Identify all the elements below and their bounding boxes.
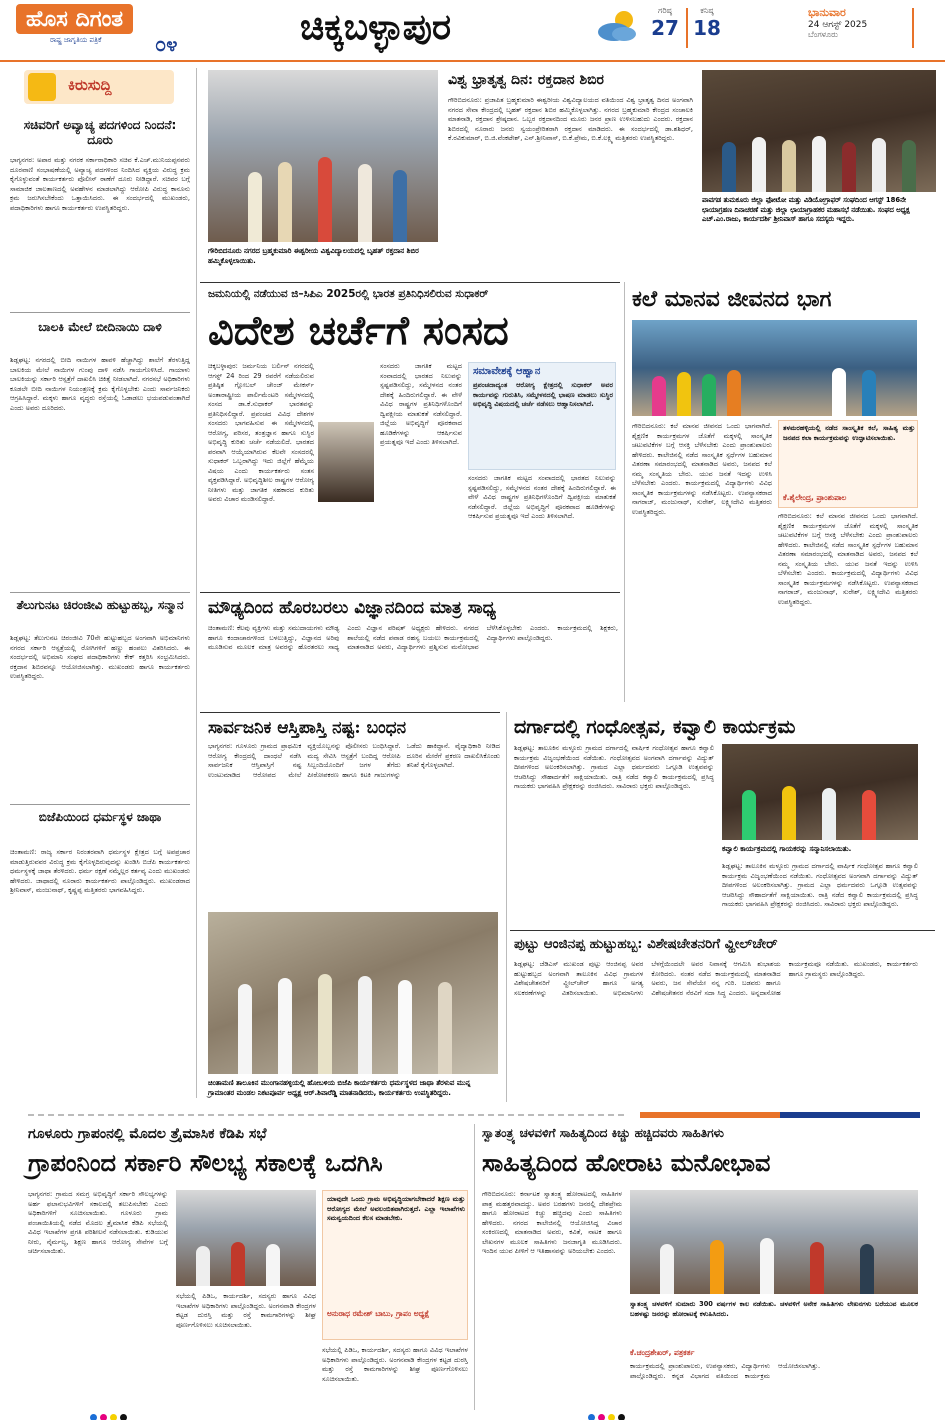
weather-icon	[594, 6, 642, 46]
photo-mp-portrait	[318, 422, 374, 502]
column-rule	[196, 68, 197, 1098]
column-rule	[624, 282, 625, 702]
quote-author: ಕೆ.ಶೈಲೇಂದ್ರ, ಪ್ರಾಂಶುಪಾಲ	[783, 493, 847, 502]
quote-text: ತಳಮರಹಳ್ಳಿಯಲ್ಲಿ ನಡೆದ ಸಾಂಸ್ಕೃತಿಕ ಕಲೆ, ಸಾಹಿತ್ಯ ಮತ್ತು ಜನಪದ ಕಲಾ ಕಾರ್ಯಕ್ರಮವನ್ನು ಉದ್ಘಾಟಿಸಲಾಯಿತು.	[783, 424, 915, 442]
story-body: ಚಿಕ್ಕಬಳ್ಳಾಪುರ: ಜರ್ಮನಿಯ ಬರ್ಲಿನ್ ನಗರದಲ್ಲಿ ಆಗಸ್ಟ್ 24 ರಿಂದ 29 ರವರೆಗೆ ನಡೆಯಲಿರುವ ಪ್ರತಿಷ್ಠಿತ ಗ್ಲೋಬಲ್ ಚೇಂಜ್ ಮೇಕರ್ಸ್ ಅಂತಾರಾಷ್ಟ್ರೀಯ ಪಾರ್ಲಿಮೆಂಟರಿ ಸಮ್ಮೇಳನದಲ್ಲಿ ಸಂಸದ ಡಾ.ಕೆ.ಸುಧಾಕರ್ ಭಾರತವನ್ನು ಪ್ರತಿನಿಧಿಸಲಿದ್ದಾರೆ. ಪ್ರಪಂಚದ ವಿವಿಧ ದೇಶಗಳ ಸಂಸದರು ಭಾಗವಹಿಸುವ ಈ ಸಮ್ಮೇಳನದಲ್ಲಿ ಆರೋಗ್ಯ, ಪರಿಸರ, ತಂತ್ರಜ್ಞಾನ ಹಾಗೂ ಸುಸ್ಥಿರ ಅಭಿವೃದ್ಧಿ ಕುರಿತು ಚರ್ಚೆ ನಡೆಯಲಿದೆ. ಭಾರತದ ಪರವಾಗಿ ಆಯ್ಕೆಯಾಗಿರುವ ಕೆಲವೇ ಸಂಸದರಲ್ಲಿ ಸುಧಾಕರ್ ಒಬ್ಬರಾಗಿದ್ದು ಇದು ಜಿಲ್ಲೆಗೆ ಹೆಮ್ಮೆಯ ವಿಷಯ ಎಂದು ಕಾರ್ಯಕರ್ತರು ಸಂತಸ ವ್ಯಕ್ತಪಡಿಸಿದ್ದಾರೆ. ಅಭಿವೃದ್ಧಿಶೀಲ ರಾಷ್ಟ್ರಗಳ ಆರೋಗ್ಯ ನೀತಿಗಳು ಮತ್ತು ಜಾಗತಿಕ ಸಹಕಾರದ ಕುರಿತು ಅವರು ವಿಚಾರ ಮಂಡಿಸಲಿದ್ದಾರೆ.	[208, 362, 314, 503]
brief-section-header	[24, 70, 174, 104]
side-box	[468, 362, 616, 470]
quote-author: ಅನುರಾಧ ರಮೇಶ್ ಬಾಬು, ಗ್ರಾಪಂ ಅಧ್ಯಕ್ಷೆ	[327, 1309, 430, 1318]
divider	[10, 312, 190, 313]
main-headline: ವಿದೇಶ ಚರ್ಚೆಗೆ ಸಂಸದ	[208, 307, 509, 354]
side-box-title: ಸಮಾವೇಶಕ್ಕೆ ಆಹ್ವಾನ	[473, 366, 541, 377]
brief-body: ಶಿಡ್ಲಘಟ್ಟ: ತೆಲುಗುನಟ ಚಿರಂಜೀವಿ 70ನೇ ಹುಟ್ಟುಹಬ್ಬದ ಅಂಗವಾಗಿ ಅಭಿಮಾನಿಗಳು ನಗರದ ಸರ್ಕಾರಿ ಆಸ್ಪತ್ರೆಯಲ್ಲಿ ರೋಗಿಗಳಿಗೆ ಹಣ್ಣು ಹಂಪಲು ವಿತರಿಸಿದರು. ಈ ಸಂದರ್ಭದಲ್ಲಿ ಅಭಿಮಾನಿ ಸಂಘದ ಪದಾಧಿಕಾರಿಗಳು ಕೇಕ್ ಕತ್ತರಿಸಿ ಸಂಭ್ರಮಿಸಿದರು. ರಕ್ತದಾನ ಶಿಬಿರವನ್ನೂ ಆಯೋಜಿಸಲಾಗಿತ್ತು. ಮುಖಂಡರು ಹಾಗೂ ಕಾರ್ಯಕರ್ತರು ಉಪಸ್ಥಿತರಿದ್ದರು.	[10, 634, 190, 680]
story-body: ಶಿಡ್ಲಘಟ್ಟ: ಜೆಡಿಎಸ್ ಮುಖಂಡ ಪುಟ್ಟು ಆಂಜಿನಪ್ಪ ಅವರ ಹುಟ್ಟುಹಬ್ಬದ ಅಂಗವಾಗಿ ತಾಲೂಕಿನ ವಿವಿಧ ಗ್ರಾಮಗಳ ವಿಶೇಷಚೇತನರಿಗೆ ವ್ಹೀಲ್‌ಚೇರ್ ಹಾಗೂ ಅಗತ್ಯ ಸಲಕರಣೆಗಳನ್ನು ವಿತರಿಸಲಾಯಿತು. ಅಭಿಮಾನಿಗಳು ಬೆಳಗ್ಗೆಯಿಂದಲೇ ಅವರ ನಿವಾಸಕ್ಕೆ ಆಗಮಿಸಿ ಶುಭಾಶಯ ಕೋರಿದರು. ನಂತರ ನಡೆದ ಕಾರ್ಯಕ್ರಮದಲ್ಲಿ ಮಾತನಾಡಿದ ಅವರು, ಜನ ಸೇವೆಯೇ ನನ್ನ ಗುರಿ. ಬಡವರು ಹಾಗೂ ವಿಶೇಷಚೇತನರ ನೆರವಿಗೆ ಸದಾ ಸಿದ್ಧ ಎಂದರು. ಅನ್ನದಾಸೋಹ ಕಾರ್ಯಕ್ರಮವೂ ನಡೆಯಿತು. ಮುಖಂಡರು, ಕಾರ್ಯಕರ್ತರು ಹಾಗೂ ಗ್ರಾಮಸ್ಥರು ಪಾಲ್ಗೊಂಡಿದ್ದರು.	[514, 960, 918, 997]
story-body: ಭಾಗ್ಯನಗರ: ಗ್ರಾಮದ ಸಮಗ್ರ ಅಭಿವೃದ್ಧಿಗೆ ಸರ್ಕಾರಿ ಸೌಲಭ್ಯಗಳನ್ನು ಅರ್ಹ ಫಲಾನುಭವಿಗಳಿಗೆ ಸಕಾಲದಲ್ಲಿ ತಲುಪಿಸಬೇಕು ಎಂದು ಅಧಿಕಾರಿಗಳಿಗೆ ಸೂಚಿಸಲಾಯಿತು. ಗೂಳೂರು ಗ್ರಾಮ ಪಂಚಾಯಿತಿಯಲ್ಲಿ ನಡೆದ ಮೊದಲ ತ್ರೈಮಾಸಿಕ ಕೆಡಿಪಿ ಸಭೆಯಲ್ಲಿ ವಿವಿಧ ಇಲಾಖೆಗಳ ಪ್ರಗತಿ ಪರಿಶೀಲನೆ ನಡೆಸಲಾಯಿತು. ಕುಡಿಯುವ ನೀರು, ನೈರ್ಮಲ್ಯ, ಶಿಕ್ಷಣ ಹಾಗೂ ಆರೋಗ್ಯ ಸೇವೆಗಳ ಬಗ್ಗೆ ಚರ್ಚಿಸಲಾಯಿತು.	[28, 1190, 168, 1255]
divider	[510, 930, 935, 931]
story-body: ಗೌರಿಬಿದನೂರು: ಕರ್ನಾಟಕ ಸ್ವಾತಂತ್ರ್ಯ ಹೋರಾಟದಲ್ಲಿ ಸಾಹಿತಿಗಳ ಪಾತ್ರ ಮಹತ್ತರವಾದದ್ದು. ಅವರ ಬರಹಗಳು ಜನರಲ್ಲಿ ದೇಶಪ್ರೇಮ ಹಾಗೂ ಹೋರಾಟದ ಕಿಚ್ಚು ಹಚ್ಚಿದವು ಎಂದು ಸಾಹಿತಿಗಳು ಹೇಳಿದರು. ನಗರದ ಕಾಲೇಜಿನಲ್ಲಿ ಆಯೋಜಿಸಿದ್ದ ವಿಚಾರ ಸಂಕಿರಣದಲ್ಲಿ ಮಾತನಾಡಿದ ಅವರು, ಕವಿತೆ, ನಾಟಕ ಹಾಗೂ ಲೇಖನಗಳ ಮೂಲಕ ಸಾಹಿತಿಗಳು ಜನಜಾಗೃತಿ ಮೂಡಿಸಿದರು. ಇಂದಿನ ಯುವ ಪೀಳಿಗೆ ಆ ಇತಿಹಾಸವನ್ನು ಅರಿಯಬೇಕು ಎಂದರು.	[482, 1190, 622, 1255]
story-kicker: ಸ್ವಾತಂತ್ರ್ಯ ಚಳವಳಿಗೆ ಸಾಹಿತ್ಯದಿಂದ ಕಿಚ್ಚು ಹಚ್ಚಿದವರು ಸಾಹಿತಿಗಳು	[482, 1126, 724, 1140]
print-registration-marks	[90, 1406, 130, 1420]
brief-body: ಭಾಗ್ಯನಗರ: ಅಪಾರ ಮತ್ತು ನಗರಕ ಸರ್ಕಾರಾಧಿಕಾರಿ ಸಚಿವ ಕೆ.ಎಚ್.ಮುನಿಯಪ್ಪನವರು ದೂರವಾಣಿ ಸಂಭಾಷಣೆಯಲ್ಲಿ ಅವ್ಯಾಚ್ಯ ಪದಗಳಿಂದ ನಿಂದಿಸಿದ ವ್ಯಕ್ತಿಯ ವಿರುದ್ಧ ಕ್ರಮ ಕೈಗೊಳ್ಳುವಂತೆ ಕಾರ್ಯಕರ್ತರು ಪೊಲೀಸ್ ಠಾಣೆಗೆ ದೂರು ನೀಡಿದ್ದಾರೆ. ಸಚಿವರ ಬಗ್ಗೆ ಸಾಮಾಜಿಕ ಜಾಲತಾಣದಲ್ಲಿ ಅವಹೇಳನ ಮಾಡಲಾಗಿದ್ದು ಆರೋಪಿ ವಿರುದ್ಧ ಕಾನೂನು ಕ್ರಮ ಜರುಗಿಸಬೇಕೆಂದು ಒತ್ತಾಯಿಸಿದರು. ಈ ಸಂದರ್ಭದಲ್ಲಿ ಮುಖಂಡರು, ಪದಾಧಿಕಾರಿಗಳು ಹಾಗೂ ಕಾರ್ಯಕರ್ತರು ಉಪಸ್ಥಿತರಿದ್ದರು.	[10, 156, 190, 212]
story-headline: ಮೌಢ್ಯದಿಂದ ಹೊರಬರಲು ವಿಜ್ಞಾನದಿಂದ ಮಾತ್ರ ಸಾಧ್ಯ	[208, 598, 497, 618]
story-body: ಗೌರಿಬಿದನೂರು: ಪ್ರಜಾಪಿತ ಬ್ರಹ್ಮಕುಮಾರಿ ಈಶ್ವರೀಯ ವಿಶ್ವವಿದ್ಯಾಲಯದ ವತಿಯಿಂದ ವಿಶ್ವ ಭ್ರಾತೃತ್ವ ದಿನದ ಅಂಗವಾಗಿ ನಗರದ ಸೇವಾ ಕೇಂದ್ರದಲ್ಲಿ ಬೃಹತ್ ರಕ್ತದಾನ ಶಿಬಿರ ಹಮ್ಮಿಕೊಳ್ಳಲಾಗಿತ್ತು. ನಗರದ ಬ್ರಹ್ಮಕುಮಾರಿ ಕೇಂದ್ರದ ಸಂಚಾಲಕಿ ಮಾತನಾಡಿ, ರಕ್ತದಾನ ಶ್ರೇಷ್ಠದಾನ. ಒಬ್ಬರ ರಕ್ತದಾನದಿಂದ ಮೂರು ಜನರ ಪ್ರಾಣ ಉಳಿಸಬಹುದು ಎಂದರು. ರಕ್ತದಾನ ಶಿಬಿರದಲ್ಲಿ ನೂರಾರು ಜನರು ಸ್ವಯಂಪ್ರೇರಿತರಾಗಿ ರಕ್ತದಾನ ಮಾಡಿದರು. ಈ ಸಂದರ್ಭದಲ್ಲಿ ಡಾ.ಶಶಿಧರ್, ಕೆ.ರವಿಕುಮಾರ್, ಬಿ.ಜಿ.ವೆಂಕಟೇಶ್, ಎನ್.ಶ್ರೀನಿವಾಸ್, ಬಿ.ಕೆ.ಪ್ರೇಮ, ಬಿ.ಕೆ.ಲಕ್ಷ್ಮಿ ಮತ್ತಿತರರು ಉಪಸ್ಥಿತರಿದ್ದರು.	[448, 96, 693, 142]
story-body: ಸಂಸದರು ಜಾಗತಿಕ ಮಟ್ಟದ ಸಂವಾದದಲ್ಲಿ ಭಾರತದ ನಿಲುವನ್ನು ಸ್ಪಷ್ಟಪಡಿಸಲಿದ್ದು, ಸಮ್ಮೇಳನದ ನಂತರ ದೇಶಕ್ಕೆ ಹಿಂದಿರುಗಲಿದ್ದಾರೆ. ಈ ವೇಳೆ ವಿವಿಧ ರಾಷ್ಟ್ರಗಳ ಪ್ರತಿನಿಧಿಗಳೊಂದಿಗೆ ದ್ವಿಪಕ್ಷೀಯ ಮಾತುಕತೆ ನಡೆಸಲಿದ್ದಾರೆ. ಜಿಲ್ಲೆಯ ಅಭಿವೃದ್ಧಿಗೆ ಪೂರಕವಾದ ಹೂಡಿಕೆಗಳನ್ನು ಆಕರ್ಷಿಸುವ ಪ್ರಯತ್ನವೂ ಇದೆ ಎಂದು ತಿಳಿಸಲಾಗಿದೆ.	[468, 474, 616, 520]
brief-title: ಬಾಲಕಿ ಮೇಲೆ ಬೀದಿನಾಯಿ ದಾಳಿ	[38, 320, 162, 334]
quote-box	[778, 420, 918, 508]
logo-tagline: ರಾಷ್ಟ್ರ ಜಾಗೃತಿಯ ಪತ್ರಿಕೆ	[50, 36, 102, 44]
brief-body: ಶಿಡ್ಲಘಟ್ಟ: ನಗರದಲ್ಲಿ ಬೀದಿ ನಾಯಿಗಳ ಹಾವಳಿ ಹೆಚ್ಚಾಗಿದ್ದು ಶಾಲೆಗೆ ತೆರಳುತ್ತಿದ್ದ ಬಾಲಕಿಯ ಮೇಲೆ ನಾಯಿಗಳ ಗುಂಪು ದಾಳಿ ನಡೆಸಿ ಗಾಯಗೊಳಿಸಿದೆ. ಗಾಯಾಳು ಬಾಲಕಿಯನ್ನು ಸರ್ಕಾರಿ ಆಸ್ಪತ್ರೆಗೆ ದಾಖಲಿಸಿ ಚಿಕಿತ್ಸೆ ನೀಡಲಾಗಿದೆ. ನಗರಸಭೆ ಅಧಿಕಾರಿಗಳು ಕೂಡಲೇ ಬೀದಿ ನಾಯಿಗಳ ನಿಯಂತ್ರಣಕ್ಕೆ ಕ್ರಮ ಕೈಗೊಳ್ಳಬೇಕು ಎಂದು ಸಾರ್ವಜನಿಕರು ಆಗ್ರಹಿಸಿದ್ದಾರೆ. ಮಕ್ಕಳು ಹಾಗೂ ವೃದ್ಧರು ರಸ್ತೆಯಲ್ಲಿ ಓಡಾಡಲು ಭಯಪಡುವಂತಾಗಿದೆ ಎಂದು ಅವರು ದೂರಿದರು.	[10, 356, 190, 412]
brief-title: ಬಿಜೆಪಿಯಿಂದ ಧರ್ಮಸ್ಥಳ ಜಾಥಾ	[38, 810, 162, 824]
divider	[10, 804, 190, 805]
photo-qawwali	[722, 744, 918, 840]
story-headline: ವಿಶ್ವ ಭ್ರಾತೃತ್ವ ದಿನ: ರಕ್ತದಾನ ಶಿಬಿರ	[448, 72, 604, 88]
photo-blood-donation	[208, 70, 438, 242]
photo-bjp-rally	[208, 912, 498, 1074]
photo-caption: ಪಾವಗಡ ತುಮಕೂರು ಜಿಲ್ಲಾ ಫೋಟೋ ಮತ್ತು ವಿಡಿಯೋಗ್ರಾಫರ್ ಸಂಘದಿಂದ ಆಗಸ್ಟ್ 186ನೇ ಛಾಯಾಗ್ರಹಣ ದಿನಾಚರಣೆ ಮತ್ತು ಜಿಲ್ಲಾ ಛಾಯಾಗ್ರಾಹಕರ ಮಹಾಸಭೆ ನಡೆಯಿತು. ಸಂಘದ ಅಧ್ಯಕ್ಷ ಎಚ್.ಎಂ.ರಾಜು, ಕಾರ್ಯದರ್ಶಿ ಶ್ರೀನಿವಾಸ್ ಹಾಗೂ ಸದಸ್ಯರು ಇದ್ದರು.	[702, 196, 910, 224]
photo-culture-event	[632, 320, 917, 416]
photo-caption: ಗೌರಿಬಿದನೂರು ನಗರದ ಬ್ರಹ್ಮಕುಮಾರಿ ಈಶ್ವರೀಯ ವಿಶ್ವವಿದ್ಯಾಲಯದಲ್ಲಿ ಬೃಹತ್ ರಕ್ತದಾನ ಶಿಬಿರ ಹಮ್ಮಿಕೊಳ್ಳಲಾಯಿತು.	[208, 247, 419, 265]
story-headline: ಸಾರ್ವಜನಿಕ ಆಸ್ತಿಪಾಸ್ತಿ ನಷ್ಟ: ಬಂಧನ	[208, 718, 407, 738]
column-rule	[506, 712, 507, 1102]
district-title: ಚಿಕ್ಕಬಳ್ಳಾಪುರ	[300, 6, 452, 48]
newspaper-logo: ಹೊಸ ದಿಗಂತ	[16, 4, 133, 34]
page-number: ೦೪	[155, 32, 178, 56]
story-body: ಕಾರ್ಯಕ್ರಮದಲ್ಲಿ ಪ್ರಾಂಶುಪಾಲರು, ಉಪನ್ಯಾಸಕರು, ವಿದ್ಯಾರ್ಥಿಗಳು ಪಾಲ್ಗೊಂಡಿದ್ದರು. ಕನ್ನಡ ವಿಭಾಗದ ವತಿಯಿಂದ ಕಾರ್ಯಕ್ರಮ ಆಯೋಜಿಸಲಾಗಿತ್ತು.	[630, 1362, 821, 1380]
date-block: ಭಾನುವಾರ 24 ಆಗಸ್ಟ್ 2025 ಬೆಂಗಳೂರು	[808, 6, 868, 39]
story-headline: ಪುಟ್ಟು ಆಂಜಿನಪ್ಪ ಹುಟ್ಟುಹಬ್ಬ: ವಿಶೇಷಚೇತನರಿಗೆ ವ್ಹೀಲ್‌ಚೇರ್	[514, 936, 778, 952]
photo-kdp-meeting	[176, 1190, 316, 1286]
story-body: ಗೌರಿಬಿದನೂರು: ಕಲೆ ಮಾನವ ಜೀವನದ ಒಂದು ಭಾಗವಾಗಿದೆ. ಶೈಕ್ಷಣಿಕ ಕಾರ್ಯಕ್ರಮಗಳ ಜೊತೆಗೆ ಮಕ್ಕಳಲ್ಲಿ ಸಾಂಸ್ಕೃತಿಕ ಚಟುವಟಿಕೆಗಳ ಬಗ್ಗೆ ಆಸಕ್ತಿ ಬೆಳೆಸಬೇಕು ಎಂದು ಪ್ರಾಂಶುಪಾಲರು ಹೇಳಿದರು. ಕಾಲೇಜಿನಲ್ಲಿ ನಡೆದ ಸಾಂಸ್ಕೃತಿಕ ಸ್ಪರ್ಧೆಗಳ ಬಹುಮಾನ ವಿತರಣಾ ಸಮಾರಂಭದಲ್ಲಿ ಮಾತನಾಡಿದ ಅವರು, ಜನಪದ ಕಲೆ ನಮ್ಮ ಸಂಸ್ಕೃತಿಯ ಬೇರು. ಯುವ ಜನತೆ ಇದನ್ನು ಉಳಿಸಿ ಬೆಳೆಸಬೇಕು ಎಂದರು. ಕಾರ್ಯಕ್ರಮದಲ್ಲಿ ವಿದ್ಯಾರ್ಥಿಗಳು ವಿವಿಧ ಸಾಂಸ್ಕೃತಿಕ ಕಾರ್ಯಕ್ರಮಗಳನ್ನು ನಡೆಸಿಕೊಟ್ಟರು. ಉಪನ್ಯಾಸಕರಾದ ನಾಗರಾಜ್, ಮಂಜುನಾಥ್, ಸುರೇಶ್, ಲಕ್ಷ್ಮೀದೇವಿ ಮತ್ತಿತರರು ಉಪಸ್ಥಿತರಿದ್ದರು.	[778, 512, 918, 606]
story-headline: ಕಲೆ ಮಾನವ ಜೀವನದ ಭಾಗ	[632, 286, 832, 312]
story-body: ಚಿಂತಾಮಣಿ: ಕೆಲವು ವ್ಯಕ್ತಿಗಳು ಮತ್ತು ಸಮುದಾಯಗಳು ಮೌಢ್ಯ ಹಾಗೂ ಕಂದಾಚಾರಗಳಿಂದ ಬಳಲುತ್ತಿದ್ದು, ವಿಜ್ಞಾನದ ಅರಿವು ಮೂಡಿಸುವ ಮೂಲಕ ಮಾತ್ರ ಅವರನ್ನು ಹೊರತರಲು ಸಾಧ್ಯ ಎಂದು ವಿಜ್ಞಾನ ಪರಿಷತ್ ಅಧ್ಯಕ್ಷರು ಹೇಳಿದರು. ನಗರದ ಶಾಲೆಯಲ್ಲಿ ನಡೆದ ಪವಾಡ ರಹಸ್ಯ ಬಯಲು ಕಾರ್ಯಕ್ರಮದಲ್ಲಿ ಮಾತನಾಡಿದ ಅವರು, ವಿದ್ಯಾರ್ಥಿಗಳು ಪ್ರಶ್ನಿಸುವ ಮನೋಭಾವ ಬೆಳೆಸಿಕೊಳ್ಳಬೇಕು ಎಂದರು. ಕಾರ್ಯಕ್ರಮದಲ್ಲಿ ಶಿಕ್ಷಕರು, ವಿದ್ಯಾರ್ಥಿಗಳು ಪಾಲ್ಗೊಂಡಿದ್ದರು.	[208, 624, 618, 651]
photo-caption: ಚಿಂತಾಮಣಿ ತಾಲೂಕಿನ ಮುಂಗಾನಹಳ್ಳಿಯಲ್ಲಿ ಹೋಬಳಿಯ ಬಿಜೆಪಿ ಕಾರ್ಯಕರ್ತರು ಧರ್ಮಸ್ಥಳದ ಜಾಥಾ ತೆರಳುವ ಮುನ್ನ ಗ್ರಾಮಾಂತರ ಮಂಡಲ ನಿಕಟಪೂರ್ವ ಅಧ್ಯಕ್ಷ ಆರ್.ಶಿವಾರೆಡ್ಡಿ ಮಾತನಾಡಿದರು, ಕಾರ್ಯಕರ್ತರು ಉಪಸ್ಥಿತರಿದ್ದರು.	[208, 1079, 471, 1097]
brief-title: ಸಚಿವರಿಗೆ ಅವ್ಯಾಚ್ಯ ಪದಗಳಿಂದ ನಿಂದನೆ: ದೂರು	[23, 118, 177, 147]
divider	[686, 8, 688, 48]
column-rule	[474, 1124, 475, 1410]
story-kicker: ಗೂಳೂರು ಗ್ರಾಪಂನಲ್ಲಿ ಮೊದಲ ತ್ರೈಮಾಸಿಕ ಕೆಡಿಪಿ ಸಭೆ	[28, 1126, 267, 1142]
divider	[200, 282, 620, 283]
story-body: ಶಿಡ್ಲಘಟ್ಟ: ತಾಲೂಕಿನ ಮಳ್ಳೂರು ಗ್ರಾಮದ ದರ್ಗಾದಲ್ಲಿ ವಾರ್ಷಿಕ ಗಂಧೋತ್ಸವ ಹಾಗೂ ಕವ್ವಾಲಿ ಕಾರ್ಯಕ್ರಮ ವಿಜೃಂಭಣೆಯಿಂದ ನಡೆಯಿತು. ಗಂಧೋತ್ಸವದ ಅಂಗವಾಗಿ ದರ್ಗಾವನ್ನು ವಿದ್ಯುತ್ ದೀಪಗಳಿಂದ ಅಲಂಕರಿಸಲಾಗಿತ್ತು. ಗ್ರಾಮದ ಎಲ್ಲಾ ಧರ್ಮದವರು ಒಗ್ಗೂಡಿ ಉತ್ಸವವನ್ನು ಆಚರಿಸಿದ್ದು ಸೌಹಾರ್ದತೆಗೆ ಸಾಕ್ಷಿಯಾಯಿತು. ರಾತ್ರಿ ನಡೆದ ಕವ್ವಾಲಿ ಕಾರ್ಯಕ್ರಮದಲ್ಲಿ ಪ್ರಸಿದ್ಧ ಗಾಯಕರು ಭಾಗವಹಿಸಿ ಪ್ರೇಕ್ಷಕರನ್ನು ರಂಜಿಸಿದರು. ಸಾವಿರಾರು ಭಕ್ತರು ಪಾಲ್ಗೊಂಡಿದ್ದರು.	[722, 862, 918, 908]
divider	[200, 712, 500, 713]
temp-max: ಗರಿಷ್ಠ 27	[651, 6, 679, 40]
print-registration-marks	[588, 1406, 628, 1420]
story-body: ಸಭೆಯಲ್ಲಿ ಪಿಡಿಒ, ಕಾರ್ಯದರ್ಶಿ, ಸದಸ್ಯರು ಹಾಗೂ ವಿವಿಧ ಇಲಾಖೆಗಳ ಅಧಿಕಾರಿಗಳು ಪಾಲ್ಗೊಂಡಿದ್ದರು. ಅಂಗನವಾಡಿ ಕೇಂದ್ರಗಳ ಕಟ್ಟಡ ದುರಸ್ತಿ ಮತ್ತು ರಸ್ತೆ ಕಾಮಗಾರಿಗಳನ್ನು ಶೀಘ್ರ ಪೂರ್ಣಗೊಳಿಸಲು ಸೂಚಿಸಲಾಯಿತು.	[322, 1346, 468, 1383]
masthead	[0, 0, 945, 62]
quote-box	[322, 1190, 468, 1340]
temp-min: ಕನಿಷ್ಠ 18	[693, 6, 721, 40]
story-body: ಭಾಗ್ಯನಗರ: ಗೂಳೂರು ಗ್ರಾಮದ ಪ್ರಾಥಮಿಕ ಆರೋಗ್ಯ ಕೇಂದ್ರದಲ್ಲಿ ದಾಂಧಲೆ ನಡೆಸಿ ಸಾರ್ವಜನಿಕ ಆಸ್ತಿಪಾಸ್ತಿಗೆ ನಷ್ಟ ಉಂಟುಮಾಡಿದ ಆರೋಪದ ಮೇಲೆ ವ್ಯಕ್ತಿಯೊಬ್ಬನನ್ನು ಪೊಲೀಸರು ಬಂಧಿಸಿದ್ದಾರೆ. ಮದ್ಯ ಸೇವಿಸಿ ಆಸ್ಪತ್ರೆಗೆ ಬಂದಿದ್ದ ಆರೋಪಿ ಸಿಬ್ಬಂದಿಯೊಂದಿಗೆ ಜಗಳ ತೆಗೆದು ಪೀಠೋಪಕರಣ ಹಾಗೂ ಕಿಟಕಿ ಗಾಜುಗಳನ್ನು ಒಡೆದು ಹಾಕಿದ್ದಾನೆ. ವೈದ್ಯಾಧಿಕಾರಿ ನೀಡಿದ ದೂರಿನ ಮೇರೆಗೆ ಪ್ರಕರಣ ದಾಖಲಿಸಿಕೊಂಡು ತನಿಖೆ ಕೈಗೊಳ್ಳಲಾಗಿದೆ.	[208, 742, 500, 779]
quote-text: ಯಾವುದೇ ಒಂದು ಗ್ರಾಮ ಅಭಿವೃದ್ಧಿಯಾಗಬೇಕಾದರೆ ಶಿಕ್ಷಣ ಮತ್ತು ಆರೋಗ್ಯದ ಮೇಲೆ ಅವಲಂಬಿತವಾಗಿರುತ್ತದೆ. ಎಲ್ಲಾ ಇಲಾಖೆಗಳು ಸಮನ್ವಯದಿಂದ ಕೆಲಸ ಮಾಡಬೇಕು.	[327, 1195, 465, 1222]
megaphone-icon	[28, 73, 56, 101]
side-box-text: ಪ್ರಪಂಚದಾದ್ಯಂತ ಆರೋಗ್ಯ ಕ್ಷೇತ್ರದಲ್ಲಿ ಸುಧಾಕರ್ ಅವರ ಕಾರ್ಯವನ್ನು ಗುರುತಿಸಿ, ಸಮ್ಮೇಳನದಲ್ಲಿ ಭಾಷಣ ಮಾಡಲು ಸುಸ್ಥಿರ ಅಭಿವೃದ್ಧಿ ವಿಷಯದಲ್ಲಿ ಚರ್ಚೆ ನಡೆಸಲು ಆಹ್ವಾನಿಸಲಾಗಿದೆ.	[473, 381, 613, 408]
brief-body: ಚಿಂತಾಮಣಿ: ರಾಜ್ಯ ಸರ್ಕಾರ ನಿರಂತರವಾಗಿ ಧರ್ಮಸ್ಥಳ ಕ್ಷೇತ್ರದ ಬಗ್ಗೆ ಅಪಪ್ರಚಾರ ಮಾಡುತ್ತಿರುವವರ ವಿರುದ್ಧ ಕ್ರಮ ಕೈಗೊಳ್ಳದಿರುವುದನ್ನು ಖಂಡಿಸಿ ಬಿಜೆಪಿ ಕಾರ್ಯಕರ್ತರು ಧರ್ಮಸ್ಥಳಕ್ಕೆ ಜಾಥಾ ತೆರಳಿದರು. ಧರ್ಮ ರಕ್ಷಣೆ ನಮ್ಮೆಲ್ಲರ ಕರ್ತವ್ಯ ಎಂದು ಮುಖಂಡರು ಹೇಳಿದರು. ಜಾಥಾದಲ್ಲಿ ನೂರಾರು ಕಾರ್ಯಕರ್ತರು ಪಾಲ್ಗೊಂಡಿದ್ದರು. ಮುಖಂಡರಾದ ಶ್ರೀನಿವಾಸ್, ಮಂಜುನಾಥ್, ಕೃಷ್ಣಪ್ಪ ಮತ್ತಿತರರು ಭಾಗವಹಿಸಿದ್ದರು.	[10, 848, 190, 894]
divider	[10, 592, 190, 593]
main-headline: ಸಾಹಿತ್ಯದಿಂದ ಹೋರಾಟ ಮನೋಭಾವ	[482, 1148, 771, 1177]
photo-caption: ಸ್ವಾತಂತ್ರ್ಯ ಚಳವಳಿಗೆ ಸುಮಾರು 300 ವರ್ಷಗಳ ಕಾಲ ನಡೆಯಿತು. ಚಳವಳಿಗೆ ಅನೇಕ ಸಾಹಿತಿಗಳು ಲೇಖನಗಳು ಬರೆಯುವ ಮೂಲಕ ಬಹಳಷ್ಟು ಜನರನ್ನು ಹೋರಾಟಕ್ಕೆ ಕಳುಹಿಸಿದರು.	[630, 1300, 918, 1318]
divider	[912, 8, 914, 48]
story-body: ಸಭೆಯಲ್ಲಿ ಪಿಡಿಒ, ಕಾರ್ಯದರ್ಶಿ, ಸದಸ್ಯರು ಹಾಗೂ ವಿವಿಧ ಇಲಾಖೆಗಳ ಅಧಿಕಾರಿಗಳು ಪಾಲ್ಗೊಂಡಿದ್ದರು. ಅಂಗನವಾಡಿ ಕೇಂದ್ರಗಳ ಕಟ್ಟಡ ದುರಸ್ತಿ ಮತ್ತು ರಸ್ತೆ ಕಾಮಗಾರಿಗಳನ್ನು ಶೀಘ್ರ ಪೂರ್ಣಗೊಳಿಸಲು ಸೂಚಿಸಲಾಯಿತು.	[176, 1292, 316, 1329]
photo-literature-event	[630, 1190, 918, 1294]
photo-caption: ಕವ್ವಾಲಿ ಕಾರ್ಯಕ್ರಮದಲ್ಲಿ ಗಾಯಕರನ್ನು ಸನ್ಮಾನಿಸಲಾಯಿತು.	[722, 845, 852, 853]
main-headline: ಗ್ರಾಪಂನಿಂದ ಸರ್ಕಾರಿ ಸೌಲಭ್ಯ ಸಕಾಲಕ್ಕೆ ಒದಗಿಸಿ	[28, 1148, 383, 1177]
brief-title: ತೆಲುಗುನಟ ಚಿರಂಜೀವಿ ಹುಟ್ಟುಹಬ್ಬ, ಸನ್ಮಾನ	[16, 598, 184, 612]
briefs-column	[10, 68, 190, 1098]
story-headline: ದರ್ಗಾದಲ್ಲಿ ಗಂಧೋತ್ಸವ, ಕವ್ವಾಲಿ ಕಾರ್ಯಕ್ರಮ	[514, 716, 796, 738]
divider	[200, 592, 620, 593]
photo-credit: ಕೆ.ಚಂದ್ರಶೇಖರ್, ಪತ್ರಕರ್ತ	[630, 1348, 695, 1357]
story-body: ಸಂಸದರು ಜಾಗತಿಕ ಮಟ್ಟದ ಸಂವಾದದಲ್ಲಿ ಭಾರತದ ನಿಲುವನ್ನು ಸ್ಪಷ್ಟಪಡಿಸಲಿದ್ದು, ಸಮ್ಮೇಳನದ ನಂತರ ದೇಶಕ್ಕೆ ಹಿಂದಿರುಗಲಿದ್ದಾರೆ. ಈ ವೇಳೆ ವಿವಿಧ ರಾಷ್ಟ್ರಗಳ ಪ್ರತಿನಿಧಿಗಳೊಂದಿಗೆ ದ್ವಿಪಕ್ಷೀಯ ಮಾತುಕತೆ ನಡೆಸಲಿದ್ದಾರೆ. ಜಿಲ್ಲೆಯ ಅಭಿವೃದ್ಧಿಗೆ ಪೂರಕವಾದ ಹೂಡಿಕೆಗಳನ್ನು ಆಕರ್ಷಿಸುವ ಪ್ರಯತ್ನವೂ ಇದೆ ಎಂದು ತಿಳಿಸಲಾಗಿದೆ.	[380, 362, 462, 446]
story-body: ಶಿಡ್ಲಘಟ್ಟ: ತಾಲೂಕಿನ ಮಳ್ಳೂರು ಗ್ರಾಮದ ದರ್ಗಾದಲ್ಲಿ ವಾರ್ಷಿಕ ಗಂಧೋತ್ಸವ ಹಾಗೂ ಕವ್ವಾಲಿ ಕಾರ್ಯಕ್ರಮ ವಿಜೃಂಭಣೆಯಿಂದ ನಡೆಯಿತು. ಗಂಧೋತ್ಸವದ ಅಂಗವಾಗಿ ದರ್ಗಾವನ್ನು ವಿದ್ಯುತ್ ದೀಪಗಳಿಂದ ಅಲಂಕರಿಸಲಾಗಿತ್ತು. ಗ್ರಾಮದ ಎಲ್ಲಾ ಧರ್ಮದವರು ಒಗ್ಗೂಡಿ ಉತ್ಸವವನ್ನು ಆಚರಿಸಿದ್ದು ಸೌಹಾರ್ದತೆಗೆ ಸಾಕ್ಷಿಯಾಯಿತು. ರಾತ್ರಿ ನಡೆದ ಕವ್ವಾಲಿ ಕಾರ್ಯಕ್ರಮದಲ್ಲಿ ಪ್ರಸಿದ್ಧ ಗಾಯಕರು ಭಾಗವಹಿಸಿ ಪ್ರೇಕ್ಷಕರನ್ನು ರಂಜಿಸಿದರು. ಸಾವಿರಾರು ಭಕ್ತರು ಪಾಲ್ಗೊಂಡಿದ್ದರು.	[514, 744, 714, 790]
photo-photographers	[702, 70, 936, 192]
brief-section-label: ಕಿರುಸುದ್ದಿ	[68, 76, 112, 94]
section-color-bar	[0, 1112, 945, 1118]
story-body: ಗೌರಿಬಿದನೂರು: ಕಲೆ ಮಾನವ ಜೀವನದ ಒಂದು ಭಾಗವಾಗಿದೆ. ಶೈಕ್ಷಣಿಕ ಕಾರ್ಯಕ್ರಮಗಳ ಜೊತೆಗೆ ಮಕ್ಕಳಲ್ಲಿ ಸಾಂಸ್ಕೃತಿಕ ಚಟುವಟಿಕೆಗಳ ಬಗ್ಗೆ ಆಸಕ್ತಿ ಬೆಳೆಸಬೇಕು ಎಂದು ಪ್ರಾಂಶುಪಾಲರು ಹೇಳಿದರು. ಕಾಲೇಜಿನಲ್ಲಿ ನಡೆದ ಸಾಂಸ್ಕೃತಿಕ ಸ್ಪರ್ಧೆಗಳ ಬಹುಮಾನ ವಿತರಣಾ ಸಮಾರಂಭದಲ್ಲಿ ಮಾತನಾಡಿದ ಅವರು, ಜನಪದ ಕಲೆ ನಮ್ಮ ಸಂಸ್ಕೃತಿಯ ಬೇರು. ಯುವ ಜನತೆ ಇದನ್ನು ಉಳಿಸಿ ಬೆಳೆಸಬೇಕು ಎಂದರು. ಕಾರ್ಯಕ್ರಮದಲ್ಲಿ ವಿದ್ಯಾರ್ಥಿಗಳು ವಿವಿಧ ಸಾಂಸ್ಕೃತಿಕ ಕಾರ್ಯಕ್ರಮಗಳನ್ನು ನಡೆಸಿಕೊಟ್ಟರು. ಉಪನ್ಯಾಸಕರಾದ ನಾಗರಾಜ್, ಮಂಜುನಾಥ್, ಸುರೇಶ್, ಲಕ್ಷ್ಮೀದೇವಿ ಮತ್ತಿತರರು ಉಪಸ್ಥಿತರಿದ್ದರು.	[632, 422, 772, 516]
story-kicker: ಜಮನಿಯಲ್ಲಿ ನಡೆಯುವ ಜಿ–ಸಿಪಿಎ 2025ರಲ್ಲಿ ಭಾರತ ಪ್ರತಿನಿಧಿಸಲಿರುವ ಸುಧಾಕರ್	[208, 288, 489, 300]
